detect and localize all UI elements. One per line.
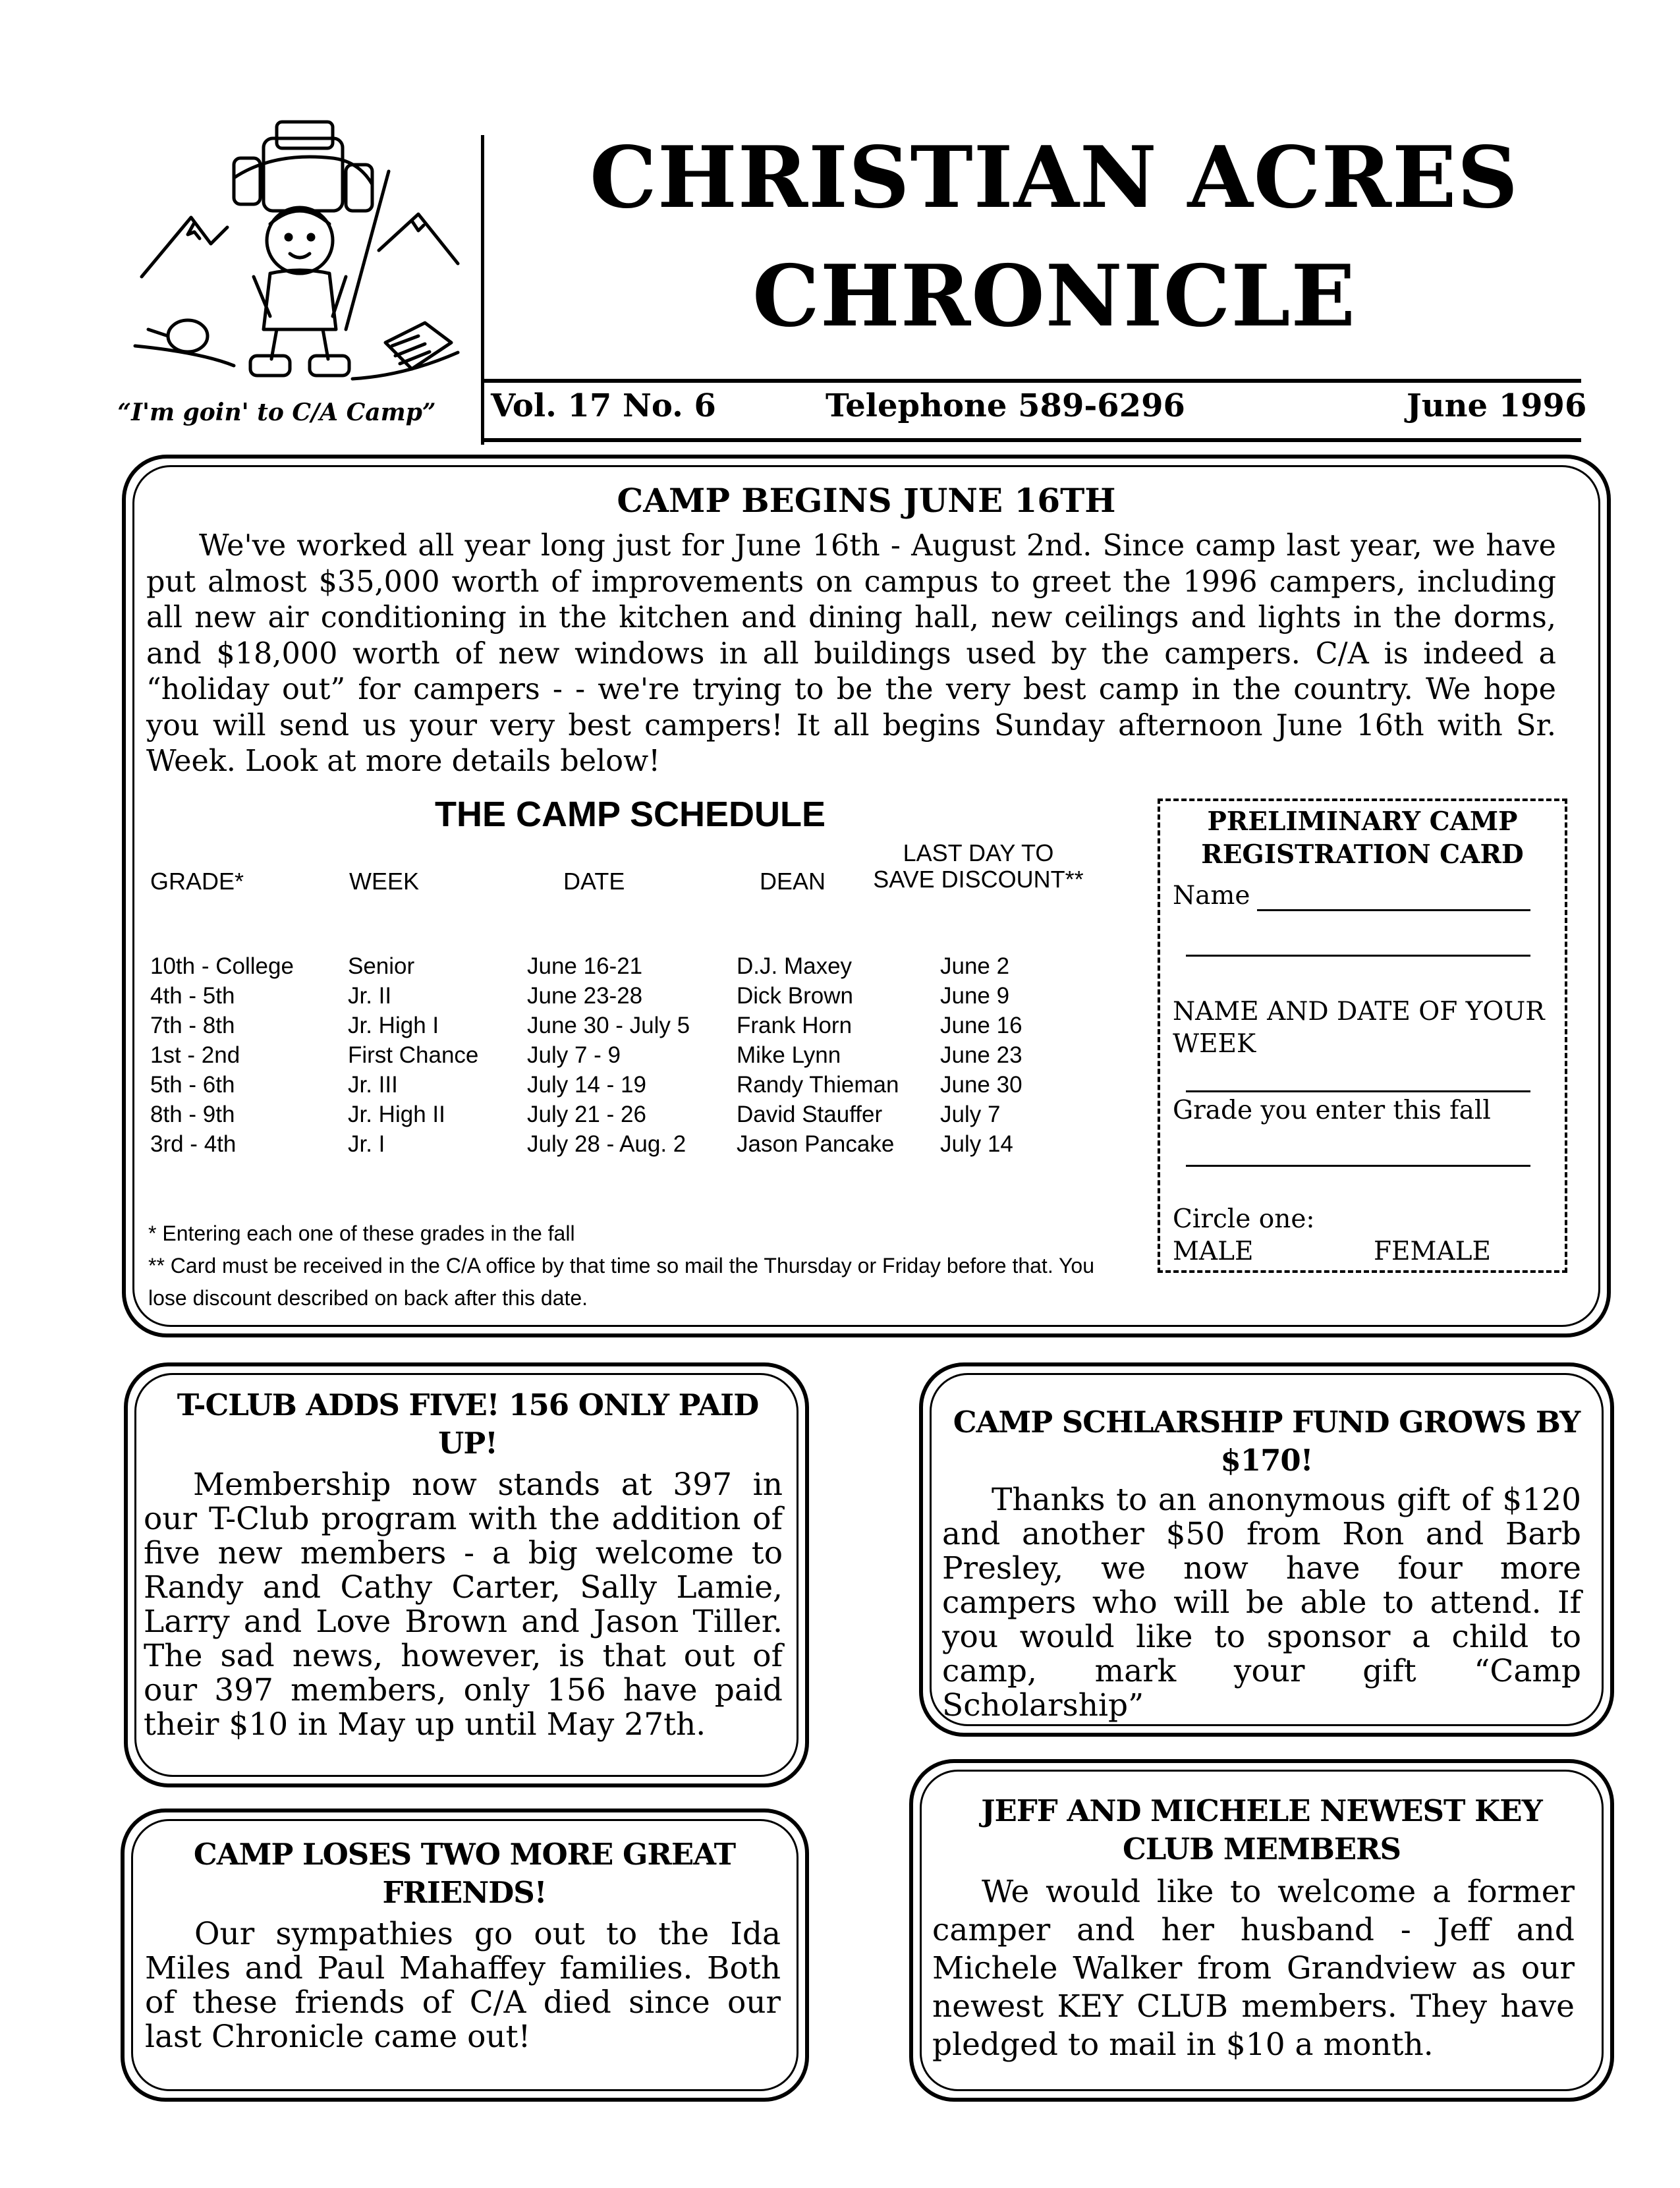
card-name-line[interactable]: [1257, 909, 1530, 911]
schedule-footnote-discount: ** Card must be received in the C/A office by that time so mail the Thursday or Friday before that. You lose discount described on back after this date.: [148, 1254, 1095, 1310]
row-week: Jr. III: [348, 1072, 398, 1098]
scholarship-body: Thanks to an anonymous gift of $120 and another $50 from Ron and Barb Presley, we now have four more campers who will be able to attend. If you would like to sponsor a child to camp, mark your gift “Camp Scholarship”: [942, 1482, 1581, 1724]
table-row: [0, 953, 1120, 983]
row-week: Jr. High II: [348, 1102, 445, 1127]
card-title-line1: PRELIMINARY CAMP: [1207, 806, 1518, 837]
row-last-day: June 30: [940, 1072, 1022, 1098]
card-week-label-line2: WEEK: [1173, 1029, 1256, 1059]
row-grade: 5th - 6th: [150, 1072, 235, 1098]
card-name-line-2[interactable]: [1186, 955, 1530, 957]
table-row: [0, 1131, 1120, 1161]
row-date: July 7 - 9: [527, 1042, 621, 1068]
loses-body: Our sympathies go out to the Ida Miles and Paul Mahaffey families. Both of these friends of C/A died since our last Chronicle came out!: [145, 1916, 781, 2055]
row-dean: Frank Horn: [737, 1013, 853, 1038]
row-grade: 7th - 8th: [150, 1013, 235, 1038]
registration-card-title: [1158, 805, 1567, 871]
row-last-day: July 7: [940, 1102, 1001, 1127]
row-date: June 30 - July 5: [527, 1013, 690, 1038]
issue-date: June 1996: [1407, 387, 1587, 424]
tclub-body: Membership now stands at 397 in our T-Club program with the addition of five new members - a big welcome to Randy and Cathy Carter, Sally Lamie, Larry and Love Brown and Jason Tiller. The sad news, however, is that out of our 397 members, only 156 have paid their $10 in May up until May 27th.: [144, 1467, 783, 1743]
camper-mascot-illustration: [128, 119, 488, 389]
card-option-male[interactable]: MALE: [1173, 1237, 1254, 1266]
card-circle-label: Circle one:: [1173, 1204, 1315, 1234]
row-last-day: June 16: [940, 1013, 1022, 1038]
table-row: [0, 1072, 1120, 1102]
row-date: June 16-21: [527, 953, 643, 979]
telephone-number: Telephone 589-6296: [826, 387, 1185, 424]
row-date: July 14 - 19: [527, 1072, 646, 1098]
masthead-divider: [481, 135, 484, 445]
schedule-header-last-line2: SAVE DISCOUNT**: [873, 866, 1084, 893]
row-dean: D.J. Maxey: [737, 953, 853, 979]
row-grade: 10th - College: [150, 953, 294, 979]
schedule-header-dean: DEAN: [760, 868, 826, 895]
card-option-female[interactable]: FEMALE: [1374, 1237, 1491, 1266]
row-date: July 28 - Aug. 2: [527, 1131, 686, 1157]
table-row: [0, 983, 1120, 1013]
schedule-header-last-day: [866, 840, 1090, 893]
row-last-day: July 14: [940, 1131, 1013, 1157]
row-date: July 21 - 26: [527, 1102, 646, 1127]
row-week: Senior: [348, 953, 415, 979]
masthead-rule-top: [481, 379, 1581, 383]
table-row: [0, 1102, 1120, 1131]
row-week: Jr. II: [348, 983, 392, 1009]
row-date: June 23-28: [527, 983, 643, 1009]
row-last-day: June 2: [940, 953, 1010, 979]
keyclub-body: We would like to welcome a former camper and her husband - Jeff and Michele Walker from Grandview as our newest KEY CLUB members. They have pledged to mail in $10 a month.: [932, 1874, 1575, 2063]
row-grade: 4th - 5th: [150, 983, 235, 1009]
row-last-day: June 9: [940, 983, 1010, 1009]
row-week: First Chance: [348, 1042, 479, 1068]
row-grade: 3rd - 4th: [150, 1131, 237, 1157]
card-grade-label: Grade you enter this fall: [1173, 1096, 1491, 1125]
keyclub-headline: JEFF AND MICHELE NEWEST KEY CLUB MEMBERS: [981, 1793, 1542, 1866]
row-week: Jr. High I: [348, 1013, 439, 1038]
issue-volume: Vol. 17 No. 6: [491, 387, 716, 424]
row-dean: Mike Lynn: [737, 1042, 841, 1068]
table-row: [0, 1042, 1120, 1072]
row-last-day: June 23: [940, 1042, 1022, 1068]
masthead-rule-bottom: [481, 438, 1581, 442]
loses-headline: CAMP LOSES TWO MORE GREAT FRIENDS!: [193, 1837, 736, 1910]
card-title-line2: REGISTRATION CARD: [1201, 839, 1524, 870]
table-row: [0, 1013, 1120, 1042]
row-dean: Jason Pancake: [737, 1131, 895, 1157]
row-dean: David Stauffer: [737, 1102, 883, 1127]
row-grade: 1st - 2nd: [150, 1042, 240, 1068]
card-week-line[interactable]: [1186, 1090, 1530, 1092]
schedule-header-week: WEEK: [349, 868, 420, 895]
card-week-label-line1: NAME AND DATE OF YOUR: [1173, 997, 1545, 1026]
row-dean: Dick Brown: [737, 983, 853, 1009]
schedule-header-date: DATE: [563, 868, 625, 895]
row-week: Jr. I: [348, 1131, 385, 1157]
schedule-title: THE CAMP SCHEDULE: [435, 795, 826, 834]
main-article-body: We've worked all year long just for June 16th - August 2nd. Since camp last year, we have put almost $35,000 worth of improvements on campus to greet the 1996 campers, including all new air conditioning in the kitchen and dining hall, new ceilings and lights in the dorms, and $18,000 worth of new windows in all buildings used by the campers. C/A is indeed a “holiday out” for campers - - we're trying to be the very best camp in the country. We hope you will send us your very best campers! It all begins Sunday afternoon June 16th with Sr. Week. Look at more details below!: [146, 529, 1556, 778]
card-name-label: Name: [1173, 881, 1250, 911]
row-grade: 8th - 9th: [150, 1102, 235, 1127]
schedule-header-last-line1: LAST DAY TO: [903, 839, 1054, 866]
scholarship-headline: CAMP SCHLARSHIP FUND GROWS BY $170!: [953, 1405, 1581, 1478]
main-article-headline: CAMP BEGINS JUNE 16TH: [617, 481, 1116, 520]
schedule-footnote-grades: * Entering each one of these grades in the fall: [148, 1221, 575, 1245]
schedule-header-grade: GRADE*: [150, 868, 244, 895]
row-dean: Randy Thieman: [737, 1072, 899, 1098]
tclub-headline: T-CLUB ADDS FIVE! 156 ONLY PAID UP!: [177, 1388, 759, 1461]
newsletter-title-line2: CHRONICLE: [752, 247, 1356, 346]
masthead-tagline: “I'm goin' to C/A Camp”: [117, 399, 436, 426]
card-grade-line[interactable]: [1186, 1165, 1530, 1167]
newsletter-title-line1: CHRISTIAN ACRES: [589, 128, 1519, 227]
